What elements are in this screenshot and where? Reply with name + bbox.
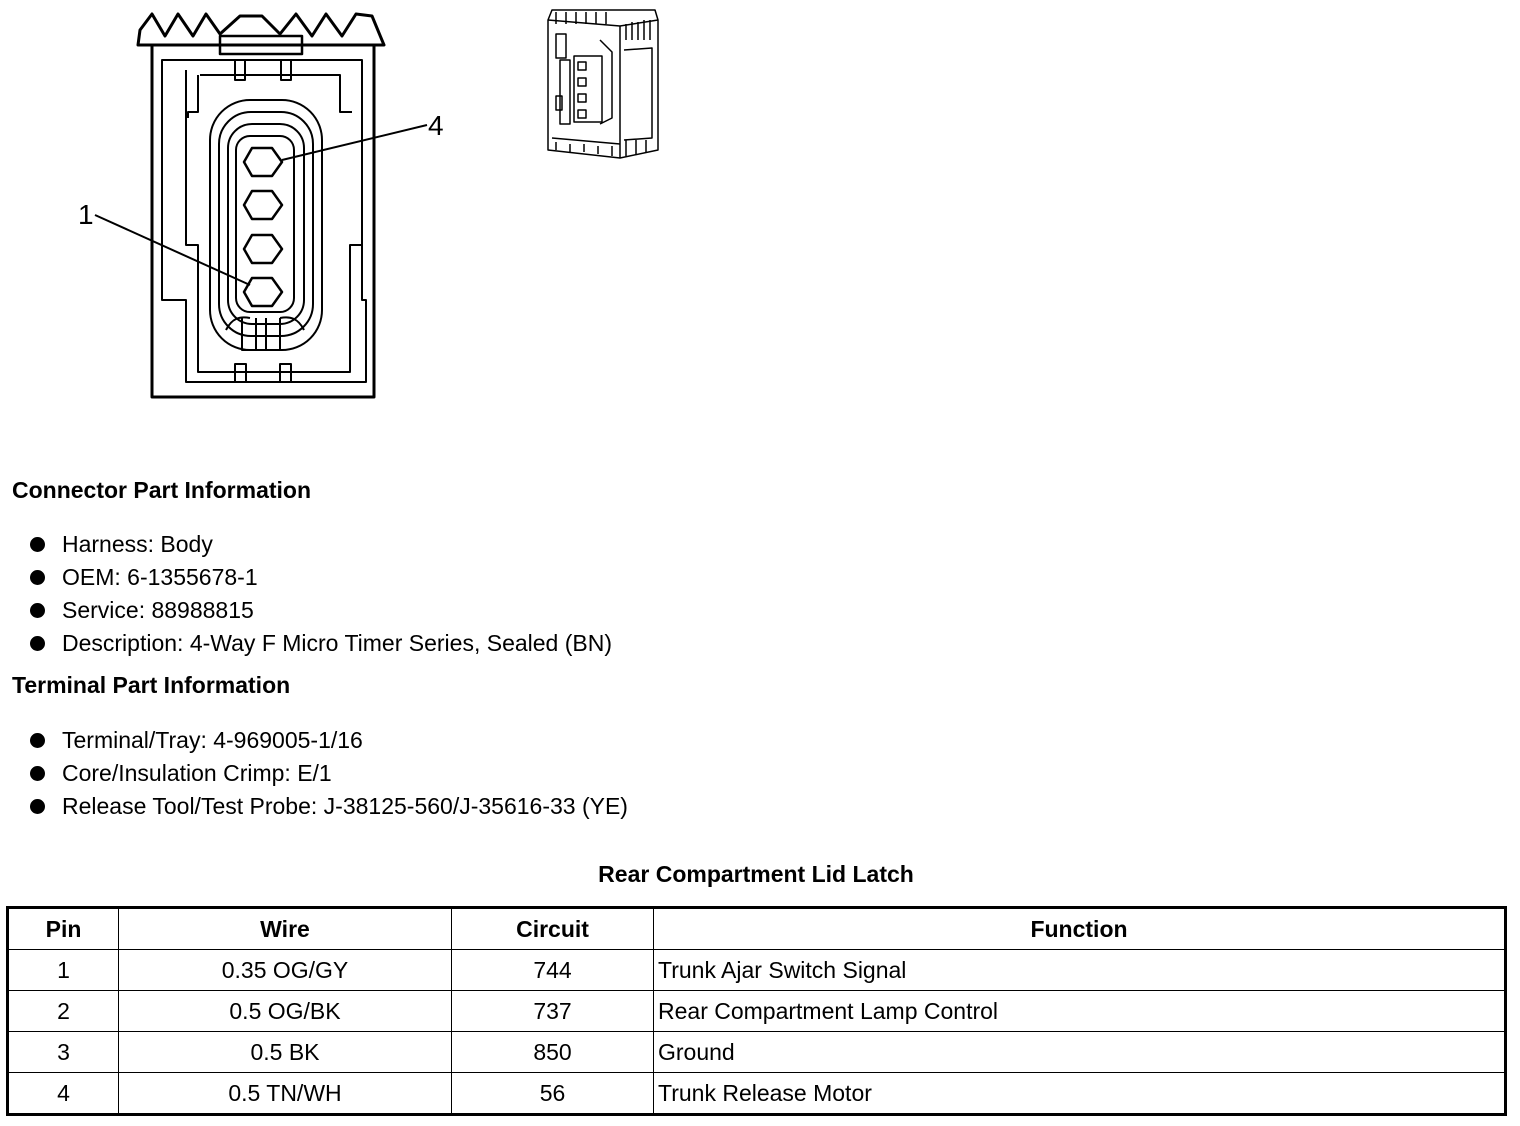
pin-cell: 2 bbox=[8, 991, 119, 1032]
list-item: Release Tool/Test Probe: J-38125-560/J-35616-33 (YE) bbox=[30, 790, 628, 823]
table-row bbox=[8, 991, 1506, 1032]
column-header-pin: Pin bbox=[8, 908, 119, 950]
pin-4-callout: 4 bbox=[428, 110, 444, 141]
table-header-row bbox=[8, 908, 1506, 950]
terminal-info-list bbox=[30, 724, 628, 823]
wire-cell: 0.35 OG/GY bbox=[119, 950, 452, 991]
wire-cell: 0.5 TN/WH bbox=[119, 1073, 452, 1115]
list-item: OEM: 6-1355678-1 bbox=[30, 561, 612, 594]
pinout-table bbox=[6, 906, 1507, 1116]
table-title: Rear Compartment Lid Latch bbox=[598, 861, 914, 887]
wire-cell: 0.5 OG/BK bbox=[119, 991, 452, 1032]
pin-cell: 3 bbox=[8, 1032, 119, 1073]
pin-cell: 4 bbox=[8, 1073, 119, 1115]
circuit-cell: 56 bbox=[452, 1073, 654, 1115]
function-cell: Ground bbox=[654, 1032, 1506, 1073]
table-row bbox=[8, 1032, 1506, 1073]
list-item: Service: 88988815 bbox=[30, 594, 612, 627]
list-item: Description: 4-Way F Micro Timer Series, Sealed (BN) bbox=[30, 627, 612, 660]
table-row bbox=[8, 1073, 1506, 1115]
connector-info-heading: Connector Part Information bbox=[12, 477, 312, 503]
function-cell: Rear Compartment Lamp Control bbox=[654, 991, 1506, 1032]
wire-cell: 0.5 BK bbox=[119, 1032, 452, 1073]
list-item: Terminal/Tray: 4-969005-1/16 bbox=[30, 724, 628, 757]
connector-face-view bbox=[138, 14, 384, 397]
terminal-info-heading: Terminal Part Information bbox=[12, 672, 291, 698]
connector-info-list bbox=[30, 528, 612, 660]
connector-iso-view bbox=[548, 10, 658, 158]
list-item: Harness: Body bbox=[30, 528, 612, 561]
column-header-wire: Wire bbox=[119, 908, 452, 950]
circuit-cell: 850 bbox=[452, 1032, 654, 1073]
function-cell: Trunk Ajar Switch Signal bbox=[654, 950, 1506, 991]
table-row bbox=[8, 950, 1506, 991]
pin-cell: 1 bbox=[8, 950, 119, 991]
circuit-cell: 737 bbox=[452, 991, 654, 1032]
connector-diagram bbox=[0, 0, 700, 420]
column-header-function: Function bbox=[654, 908, 1506, 950]
function-cell: Trunk Release Motor bbox=[654, 1073, 1506, 1115]
list-item: Core/Insulation Crimp: E/1 bbox=[30, 757, 628, 790]
pin-1-leader-line bbox=[95, 215, 250, 285]
pin-1-callout: 1 bbox=[78, 199, 94, 230]
circuit-cell: 744 bbox=[452, 950, 654, 991]
column-header-circuit: Circuit bbox=[452, 908, 654, 950]
